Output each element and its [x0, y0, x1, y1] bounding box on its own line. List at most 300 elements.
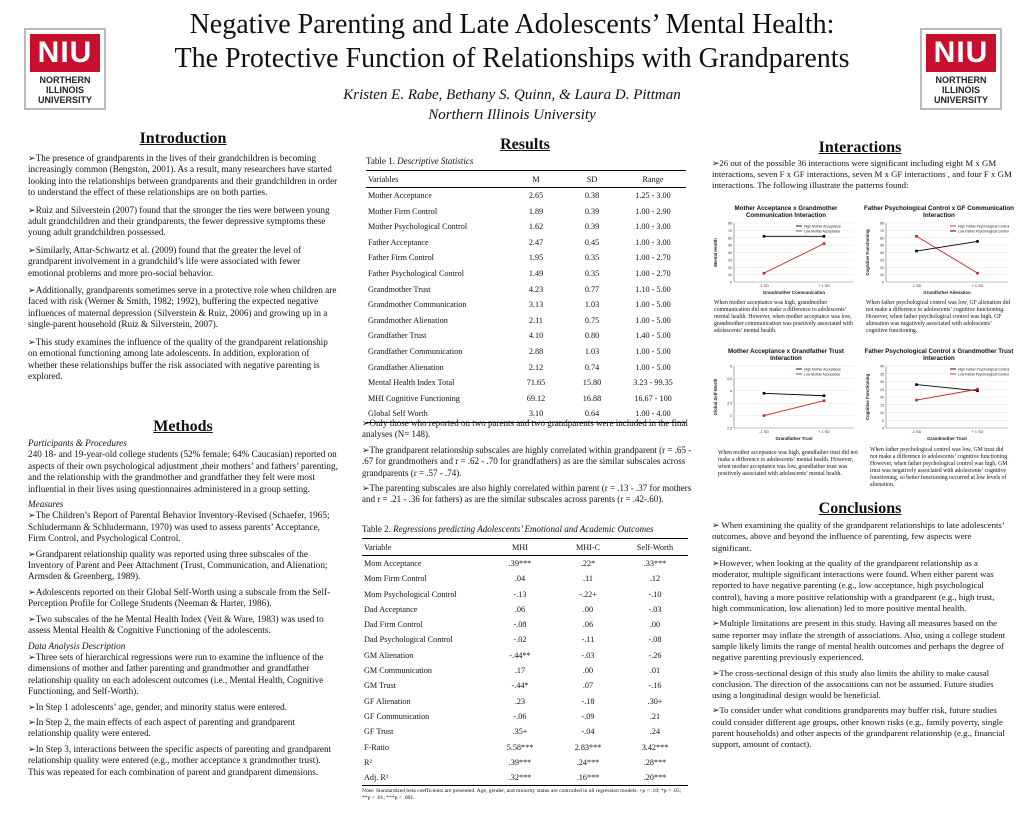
table-cell: Mother Psychological Control: [368, 222, 468, 232]
introduction-heading: Introduction: [139, 130, 227, 147]
x-tick-label: + 1 SD: [971, 430, 984, 434]
table-row: [362, 648, 688, 663]
y-tick-label: 20: [880, 395, 884, 400]
table-cell: 1.00 - 5.00: [635, 315, 671, 325]
chart-caption-2: When father psychological control was low, GF alienation did not make a difference to adolescents’ cognitive functioning. However, when father psychological control was high, GF alienation was negatively associated with adolescents’ cognitive functioning.: [866, 300, 1011, 334]
table-cell: Grandfather Trust: [368, 331, 427, 341]
legend-label: Low Mother Acceptance: [804, 372, 841, 377]
y-tick-label: 80: [880, 221, 884, 226]
y-tick-label: 2.5: [727, 426, 732, 431]
table-cell: -.13: [513, 589, 527, 599]
table-cell: .23: [514, 696, 526, 706]
table-row: [362, 740, 688, 755]
table-row: [362, 770, 688, 786]
chart-plot: [864, 219, 1014, 298]
column-header: Variable: [362, 539, 486, 556]
y-tick-label: 60: [728, 236, 732, 241]
table-cell: 2.47: [528, 237, 544, 247]
table-row: [362, 602, 688, 617]
y-tick-label: 5: [730, 364, 732, 369]
table-cell: Mother Firm Control: [368, 206, 438, 216]
y-tick-label: 3: [730, 414, 732, 419]
table-cell: 2.83***: [574, 742, 602, 752]
table-cell: .39***: [508, 757, 532, 767]
legend-label: High Father Psychological Control: [958, 367, 1010, 372]
table-cell: .39***: [508, 558, 532, 568]
intro-bullet: ➢Similarly, Attar-Schwartz et al. (2009) found that the greater the level of grandparent involvement in a grandchild’s life were associated with fewer emotional problems and more pro-social behavior.: [28, 244, 302, 278]
table2-block: [362, 524, 690, 802]
x-tick-label: -1 SD: [911, 284, 922, 288]
column-header: M: [508, 171, 564, 188]
table-cell: -.06: [513, 711, 527, 721]
conclusion-bullet: ➢However, when looking at the quality of the grandparent relationship as a moderator, multiple significant interactions were found. When either parent was reported to have negative parenting (e.g., low acceptance, high psychological control), having a more positive relationship with a grandparent (e.g., high trust, high communication, low alienation) led to more positive mental health.: [712, 557, 995, 614]
table-row: [366, 344, 686, 360]
y-tick-label: 3.5: [727, 401, 732, 406]
data-point: [823, 235, 826, 238]
table-cell: .00: [649, 620, 661, 630]
y-tick-label: 30: [880, 380, 884, 384]
table-row: [362, 663, 688, 678]
table-cell: -.22+: [579, 589, 597, 599]
conclusions-section: [712, 520, 1012, 755]
table-cell: Grandmother Trust: [368, 284, 431, 294]
table-cell: 2.88: [528, 347, 544, 357]
table-cell: -.08: [648, 635, 662, 645]
y-tick-label: 35: [880, 372, 884, 377]
column-header: SD: [564, 171, 620, 188]
poster-title-line-2: The Protective Function of Relationships with Grandparents: [174, 43, 850, 74]
table-cell: 0.64: [584, 409, 600, 419]
table-cell: 1.00 - 3.00: [635, 222, 671, 232]
column-header: Variables: [366, 171, 508, 188]
results-heading: Results: [500, 136, 550, 153]
table-row: [366, 204, 686, 220]
table-cell: .01: [649, 666, 661, 676]
column-header: MHI: [486, 539, 554, 556]
table-cell: 0.75: [584, 315, 600, 325]
y-axis-label: Mental Health: [713, 238, 718, 267]
table-cell: .21: [649, 711, 661, 721]
logo-sub-line: NORTHERN: [935, 75, 987, 85]
table-row: [362, 556, 688, 572]
table-cell: -.02: [513, 635, 527, 645]
y-tick-label: 0: [882, 426, 884, 431]
data-point: [976, 272, 979, 275]
data-point: [823, 399, 826, 402]
data-point: [763, 392, 766, 395]
table-cell: Dad Firm Control: [364, 620, 423, 630]
legend-label: Low Father Psychological Control: [958, 372, 1009, 377]
table-cell: 71.65: [526, 378, 546, 388]
data-point: [976, 240, 979, 243]
x-tick-label: + 1 SD: [818, 284, 830, 288]
series-line: [917, 236, 978, 273]
table-cell: Mom Acceptance: [364, 558, 422, 568]
y-tick-label: 50: [880, 243, 884, 248]
legend-label: High Mother Acceptance: [804, 367, 841, 372]
table-cell: 1.95: [528, 253, 544, 263]
y-tick-label: 15: [880, 403, 884, 408]
table-cell: -.44**: [509, 650, 531, 660]
table-cell: .06: [582, 620, 594, 630]
series-line: [917, 241, 978, 251]
results-bullet: ➢The grandparent relationship subscales are highly correlated within grandparent (r = .65 - .67 for grandmothers and r = .62 - .70 for grandfathers) as are the similar subscales across grandparents (r = .57 - .74).: [362, 444, 692, 478]
table-cell: -.09: [581, 711, 595, 721]
column-header: MHI-C: [554, 539, 622, 556]
data-point: [915, 383, 918, 386]
y-tick-label: 80: [728, 221, 732, 226]
series-line: [917, 389, 978, 400]
y-tick-label: 4: [730, 389, 732, 394]
y-axis-label: Cognitive Functioning: [865, 373, 870, 421]
y-axis-label: Cognitive Functioning: [865, 229, 870, 276]
interaction-chart-1: [712, 205, 860, 300]
table2-caption: Table 2. Regressions predicting Adolescents’ Emotional and Academic Outcomes: [362, 524, 654, 534]
affiliation: Northern Illinois University: [428, 107, 596, 123]
table-cell: -.03: [581, 650, 595, 660]
introduction-section: [28, 153, 338, 388]
table-row: [362, 632, 688, 647]
table-row: [366, 282, 686, 298]
authors: Kristen E. Rabe, Bethany S. Quinn, & Laura D. Pittman: [343, 87, 681, 103]
table-cell: 16.88: [582, 393, 602, 403]
niu-logo-left: [24, 28, 106, 110]
table-cell: 0.80: [584, 331, 600, 341]
interaction-chart-2: [864, 205, 1014, 300]
table-row: [366, 297, 686, 313]
table-row: [362, 571, 688, 586]
x-axis-label: Grandmother Communication: [762, 290, 826, 295]
niu-logo-mark: NIU: [926, 34, 996, 72]
table-cell: GM Communication: [364, 666, 432, 676]
table1-caption: Table 1. Descriptive Statistics: [366, 156, 474, 166]
data-point: [763, 235, 766, 238]
table-cell: 2.12: [528, 362, 544, 372]
table-cell: 1.89: [528, 206, 544, 216]
table-row: [366, 328, 686, 344]
table-cell: GF Communication: [364, 711, 430, 721]
analysis-item: ➢Three sets of hierarchical regressions were run to examine the influence of the dimensions of mother and father parenting and grandmother and grandfather relationship quality on each adolescent outcomes (i.e., Mental Health, Cognitive Functioning, and Self-Worth).: [28, 651, 324, 697]
table-cell: GF Alienation: [364, 696, 411, 706]
table-cell: .32***: [508, 773, 532, 783]
y-tick-label: 70: [880, 228, 884, 233]
table-cell: 69.12: [526, 393, 546, 403]
table-cell: .24***: [576, 757, 600, 767]
table-cell: GM Alienation: [364, 650, 414, 660]
table-cell: 1.00 - 2.70: [635, 269, 671, 279]
table-cell: 0.39: [584, 206, 600, 216]
table-cell: -.08: [513, 620, 527, 630]
series-line: [917, 385, 978, 391]
table-cell: .06: [514, 604, 526, 614]
table-cell: 1.03: [584, 300, 600, 310]
y-tick-label: 40: [880, 251, 884, 255]
table-row: [362, 709, 688, 724]
table-row: [366, 266, 686, 282]
x-tick-label: + 1 SD: [971, 284, 984, 288]
table-cell: Father Acceptance: [368, 237, 429, 247]
table-row: [366, 375, 686, 391]
table-cell: -.16: [648, 681, 662, 691]
table-cell: 0.35: [584, 253, 600, 263]
y-tick-label: 50: [728, 243, 732, 248]
table-cell: 0.35: [584, 269, 600, 279]
table-row: [366, 219, 686, 235]
y-tick-label: 10: [880, 411, 884, 415]
table-cell: -.03: [648, 604, 662, 614]
legend-label: Low Father Psychological Control: [958, 229, 1009, 234]
table-cell: 4.10: [528, 331, 544, 341]
table-cell: -.10: [648, 589, 662, 599]
table-row: [362, 617, 688, 632]
conclusion-bullet: ➢ When examining the quality of the grandparent relationships to late adolescents’ outcomes, above and beyond the influence of parenting, few aspects were significant.: [712, 520, 1005, 553]
table-cell: 1.00 - 3.00: [635, 237, 671, 247]
table-row: [366, 313, 686, 329]
chart-title: Father Psychological Control x GF Communication Interaction: [864, 205, 1014, 219]
table-cell: 5.58***: [506, 742, 534, 752]
table-cell: 0.39: [584, 222, 600, 232]
table-cell: -.04: [581, 727, 595, 737]
table-cell: 1.00 - 2.90: [635, 206, 671, 216]
table-cell: Mom Firm Control: [364, 574, 427, 584]
table-cell: Father Psychological Control: [368, 269, 464, 279]
table-cell: .33***: [643, 558, 667, 568]
y-tick-label: 30: [880, 258, 884, 263]
table-row: [366, 188, 686, 204]
y-tick-label: 4.5: [727, 376, 732, 381]
table-cell: GM Trust: [364, 681, 397, 691]
table-cell: 1.03: [584, 347, 600, 357]
y-tick-label: 0: [730, 280, 732, 285]
table-cell: Dad Acceptance: [364, 604, 418, 614]
participants-label: Participants & Procedures: [28, 438, 127, 448]
methods-section: [28, 438, 338, 782]
chart-title: Father Psychological Control x Grandmother Trust Interaction: [864, 348, 1014, 362]
table-cell: 2.11: [528, 315, 544, 325]
table-cell: -.44*: [511, 681, 529, 691]
y-tick-label: 40: [728, 251, 732, 255]
table-cell: Adj. R²: [364, 773, 389, 783]
logo-sub-line: NORTHERN: [39, 75, 91, 85]
conclusion-bullet: ➢To consider under what conditions grandparents may buffer risk, future studies could consider different age groups, other known risks (e.g., family poverty, single parent households) and other aspects of the grandparent relationship (e.g., financial support, amount of contact).: [712, 705, 1005, 750]
table-cell: 0.45: [584, 237, 600, 247]
analysis-item: ➢In Step 2, the main effects of each aspect of parenting and grandparent relationship quality were entered.: [28, 716, 295, 739]
measures-item: ➢Grandparent relationship quality was reported using three subscales of the Inventory of Parent and Peer Attachment (Trust, Communication, and Alienation; Armsden & Greenberg, 1989).: [28, 548, 328, 582]
data-point: [763, 272, 766, 275]
table-cell: 4.23: [528, 284, 544, 294]
regression-table: [362, 538, 688, 786]
logo-sub-line: ILLINOIS: [942, 85, 980, 95]
conclusion-bullet: ➢Multiple limitations are present in this study. Having all measures based on the same reporter may inflate the strength of associations. Also, using a college student sample likely limits the range of mental health outcomes and perhaps the degree of negative parenting previously experienced.: [712, 618, 1006, 663]
y-tick-label: 60: [880, 236, 884, 241]
x-axis-label: Grandfather Alienation: [923, 290, 971, 295]
y-tick-label: 40: [880, 364, 884, 369]
data-point: [976, 388, 979, 391]
table-cell: 3.10: [528, 409, 544, 419]
table-cell: .11: [583, 574, 593, 584]
table-cell: -.18: [581, 696, 595, 706]
data-point: [915, 399, 918, 402]
table-cell: .04: [514, 574, 526, 584]
table-cell: .20***: [643, 773, 667, 783]
chart-plot: [712, 219, 860, 298]
table-cell: .07: [582, 681, 594, 691]
descriptive-stats-table: [366, 170, 686, 423]
table-cell: 3.13: [528, 300, 544, 310]
series-line: [764, 244, 824, 274]
measures-item: ➢The Children’s Report of Parental Behavior Inventory-Revised (Schaefer, 1965; Schludermann & Schludermann, 1970) was used to assess parents’ Acceptance, Firm Control, and Psychological Control.: [28, 510, 330, 544]
measures-item: ➢Adolescents reported on their Global Self-Worth using a subscale from the Self-Perception Profile for College Students (Neeman & Harter, 1986).: [28, 586, 331, 609]
methods-heading: Methods: [153, 418, 213, 435]
results-bullet: ➢The parenting subscales are also highly correlated within parent (r = .13 - .37 for mothers and r = .21 - .36 for fathers) as are the similar subscales across parents (r = .42-.60).: [362, 483, 692, 505]
table1-block: [366, 156, 688, 423]
chart-caption-1: When mother acceptance was high, grandmother communication did not make a difference to adolescents’ mental health. However, when mother acceptance was low, grandmother communication was positively associated with adolescents’ mental health.: [714, 300, 853, 334]
y-tick-label: 70: [728, 228, 732, 233]
conclusion-bullet: ➢The cross-sectional design of this study also limits the ability to make causal conclusion. The direction of the assocaitions can not be assumed. Future studies using a longitudinal design would be beneficial.: [712, 667, 994, 701]
table-cell: 15.80: [582, 378, 602, 388]
y-tick-label: 0: [882, 280, 884, 285]
x-axis-label: Grandfather Trust: [775, 436, 813, 441]
data-point: [823, 242, 826, 245]
niu-logo-mark: NIU: [30, 34, 100, 72]
y-tick-label: 25: [880, 387, 884, 392]
results-bullets: [362, 418, 692, 510]
analysis-item: ➢In Step 1 adolescents’ age, gender, and minority status were entered.: [28, 701, 287, 712]
logo-sub-line: ILLINOIS: [46, 85, 84, 95]
table-cell: 1.40 - 5.00: [635, 331, 671, 341]
logo-sub-line: UNIVERSITY: [933, 95, 988, 105]
table-header-row: [362, 539, 688, 556]
table-row: [366, 250, 686, 266]
conclusions-heading: Conclusions: [818, 500, 902, 517]
x-tick-label: + 1 SD: [818, 430, 830, 434]
table-cell: Dad Psychological Control: [364, 635, 453, 645]
interactions-heading: Interactions: [818, 139, 902, 156]
chart-plot: [712, 362, 860, 444]
table-row: [362, 724, 688, 739]
participants-text: 240 18- and 19-year-old college students (52% female; 64% Caucasian) reported on aspects of their own psychological adjustment ,their mothers’ and fathers’ parenting, and the relationship with the grandmother and grandfather they felt were most influential in their lives using questionnaires administered in a group setting.: [28, 449, 338, 494]
data-point: [823, 394, 826, 397]
measures-item: ➢Two subscales of the he Mental Health Index (Veit & Ware, 1983) was used to assess Mental Health & Cognitive Functioning of the adolescents.: [28, 613, 324, 636]
table-cell: -.26: [648, 650, 662, 660]
table-cell: .22*: [580, 558, 596, 568]
y-tick-label: 10: [880, 273, 884, 278]
table-cell: 1.00 - 5.00: [635, 362, 671, 372]
interaction-chart-4: [864, 348, 1014, 446]
series-line: [764, 401, 824, 416]
x-axis-label: Grandmother Trust: [927, 436, 967, 441]
measures-label: Measures: [28, 499, 64, 510]
table-cell: 0.74: [584, 362, 600, 372]
table-cell: Mental Health Index Total: [368, 378, 455, 388]
table-cell: .35+: [512, 727, 528, 737]
table-cell: 1.00 - 2.70: [635, 253, 671, 263]
y-tick-label: 20: [728, 265, 732, 270]
table-cell: 1.00 - 4.00: [635, 409, 671, 419]
table-cell: .00: [582, 666, 594, 676]
table-cell: F-Ratio: [364, 742, 390, 752]
intro-bullet: ➢This study examines the influence of the quality of the grandparent relationship on emotional functioning among late adolescents. In addition, exploration of whether these relationships buffer the risk associated with negative parenting is explored.: [28, 336, 328, 381]
table-cell: .17: [514, 666, 526, 676]
y-tick-label: 20: [880, 265, 884, 270]
table-cell: MHI Cognitive Functioning: [368, 393, 460, 403]
table-row: [362, 755, 688, 770]
table-cell: 1.62: [528, 222, 544, 232]
table-cell: GF Trust: [364, 727, 394, 737]
series-line: [764, 393, 824, 395]
table-cell: 1.49: [528, 269, 544, 279]
table-row: [366, 391, 686, 407]
table-cell: 0.38: [584, 191, 600, 201]
data-point: [915, 235, 918, 238]
table-cell: Grandfather Alienation: [368, 362, 444, 372]
table-cell: 1.00 - 5.00: [635, 300, 671, 310]
table-cell: .28***: [643, 757, 667, 767]
data-point: [915, 250, 918, 253]
poster-title-line-1: Negative Parenting and Late Adolescents’ Mental Health:: [189, 9, 835, 40]
table-cell: .12: [649, 574, 661, 584]
chart-title: Mother Acceptance x Grandmother Communication Interaction: [734, 205, 838, 219]
x-tick-label: -1 SD: [759, 430, 769, 434]
intro-bullet: ➢Additionally, grandparents sometimes serve in a protective role when children are faced with risk (Werner & Smith, 1982; 1992), buffering the expected negative influences of maternal depression (Silverstein & Ruiz, 2006) and growing up in a single-parent household (Ruiz & Silverstein, 2007).: [28, 285, 337, 330]
legend-label: High Mother Acceptance: [804, 224, 841, 229]
analysis-item: ➢In Step 3, interactions between the specific aspects of parenting and grandparent relationship quality were entered (e.g., mother acceptance x grandmother trust). This was repeated for each combination of parent and grandparent dimensions.: [28, 743, 332, 777]
table-cell: 16.67 - 100: [634, 393, 672, 403]
legend-label: Low Mother Acceptance: [804, 229, 841, 234]
table-cell: 1.00 - 5.00: [635, 347, 671, 357]
intro-bullet: ➢The presence of grandparents in the lives of their grandchildren is becoming increasingly common (Bengston, 2001). As a result, many researchers have started looking into the relationships between grandparents and their grandchildren in order to understand the effect of these relationships are on both parties.: [28, 153, 338, 198]
table-cell: Mom Psychological Control: [364, 589, 457, 599]
table-cell: .16***: [576, 773, 600, 783]
x-tick-label: -1 SD: [759, 284, 769, 288]
table-cell: Grandfather Communication: [368, 347, 463, 357]
table-cell: 2.65: [528, 191, 544, 201]
table-cell: 1.10 - 5.00: [635, 284, 671, 294]
chart-title: Mother Acceptance x Grandfather Trust Interaction: [728, 348, 844, 362]
table-cell: Grandmother Alienation: [368, 315, 448, 325]
intro-bullet: ➢Ruiz and Silverstein (2007) found that the stronger the ties were between young adult grandchildren and their grandparents, the fewer depressive symptoms these young adult grandchildren possessed.: [28, 204, 330, 238]
table-cell: 0.77: [584, 284, 600, 294]
table-cell: -.11: [581, 635, 595, 645]
y-axis-label: Global Self-Worth: [713, 378, 718, 416]
y-tick-label: 5: [882, 418, 884, 423]
niu-logo-right: [920, 28, 1002, 110]
results-bullet: ➢Only those who reported on two parents and two grandparents were included in the final analyses (N= 148).: [362, 418, 688, 440]
table-cell: 1.25 - 3.00: [635, 191, 671, 201]
table-cell: Grandmother Communication: [368, 300, 467, 310]
table-cell: 3.23 - 99.35: [633, 378, 673, 388]
chart-caption-4: When father psychological control was low, GM trust did not make a difference to adolescents’ cognitive functioning. However, when father psychological control was high, GM trust was negatively associated with adolescents’ cognitive functioning, so better functioning occurred at low levels of alienation.: [870, 447, 1009, 488]
analysis-label: Data Analysis Description: [28, 640, 126, 651]
table-row: [362, 678, 688, 693]
table-row: [362, 694, 688, 709]
y-tick-label: 10: [728, 273, 732, 278]
chart-plot: [864, 362, 1014, 444]
table-cell: Mother Acceptance: [368, 191, 432, 201]
column-header: Range: [620, 171, 686, 188]
y-tick-label: 30: [728, 258, 732, 263]
table-row: [366, 235, 686, 251]
table-cell: .24: [649, 727, 661, 737]
interaction-chart-3: [712, 348, 860, 446]
table-cell: Global Self Worth: [368, 409, 428, 419]
logo-sub-line: UNIVERSITY: [37, 95, 92, 105]
table-row: [362, 587, 688, 602]
x-tick-label: -1 SD: [911, 430, 922, 434]
table-cell: R²: [364, 757, 372, 767]
table-header-row: [366, 171, 686, 188]
table-cell: Father Firm Control: [368, 253, 434, 263]
